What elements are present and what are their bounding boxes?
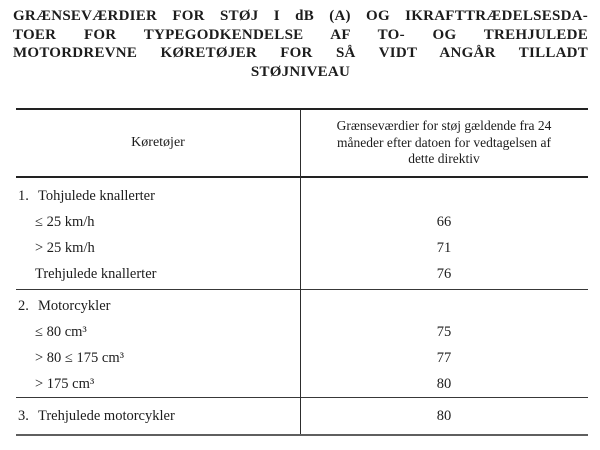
row-value: 80 [436, 375, 452, 392]
section-heading-cell [16, 298, 300, 315]
vehicles-column-header: Køretøjer [131, 135, 185, 150]
row-label: Trehjulede knallerter [35, 265, 157, 282]
section-label: Trehjulede motorcykler [38, 407, 175, 424]
row-value: 71 [436, 239, 452, 256]
table-row [16, 209, 588, 235]
row-label: > 25 km/h [35, 239, 95, 256]
section-heading-row [16, 403, 588, 429]
title-line-4: STØJNIVEAU [250, 63, 351, 80]
document-title [13, 7, 588, 81]
section-heading-row [16, 183, 588, 209]
limits-header-line-3: dette direktiv [408, 151, 480, 167]
title-line-2: TOER FOR TYPEGODKENDELSE AF TO- OG TREHJULEDE [13, 26, 588, 43]
table-row [16, 235, 588, 261]
section-number: 2. [18, 297, 29, 314]
table-row [16, 261, 588, 287]
section-heading-cell [16, 408, 300, 425]
row-value: 66 [436, 213, 452, 230]
row-label: > 175 cm³ [35, 375, 95, 392]
section-heading-row [16, 293, 588, 319]
row-value: 77 [436, 349, 452, 366]
section-heading-cell [16, 188, 300, 205]
table-row [16, 319, 588, 345]
section-label: Tohjulede knallerter [38, 187, 155, 204]
limits-header-line-1: Grænseværdier for støj gældende fra 24 [336, 118, 552, 134]
title-line-3: MOTORDREVNE KØRETØJER FOR SÅ VIDT ANGÅR TILLADT [13, 45, 588, 61]
row-label: ≤ 80 cm³ [35, 323, 87, 340]
table-section-tricycles [16, 398, 588, 434]
table-row [16, 345, 588, 371]
section-number: 3. [18, 407, 29, 424]
table-section-motorcycles [16, 290, 588, 398]
table-header-row [16, 110, 588, 178]
section-number: 1. [18, 187, 29, 204]
section-label: Motorcykler [38, 297, 111, 314]
title-line-1: GRÆNSEVÆRDIER FOR STØJ I dB (A) OG IKRAFTTRÆDELSESDA- [13, 8, 588, 24]
row-value: 80 [436, 407, 452, 424]
row-value: 75 [436, 323, 452, 340]
column-divider-rule [300, 110, 301, 434]
row-label: ≤ 25 km/h [35, 213, 95, 230]
table-row [16, 371, 588, 397]
limits-header-line-2: måneder efter datoen for vedtagelsen af [336, 134, 551, 150]
row-value: 76 [436, 265, 452, 282]
limits-column-header [300, 118, 588, 168]
row-label: > 80 ≤ 175 cm³ [35, 349, 124, 366]
table-section-mopeds [16, 178, 588, 290]
noise-limits-table [16, 108, 588, 436]
